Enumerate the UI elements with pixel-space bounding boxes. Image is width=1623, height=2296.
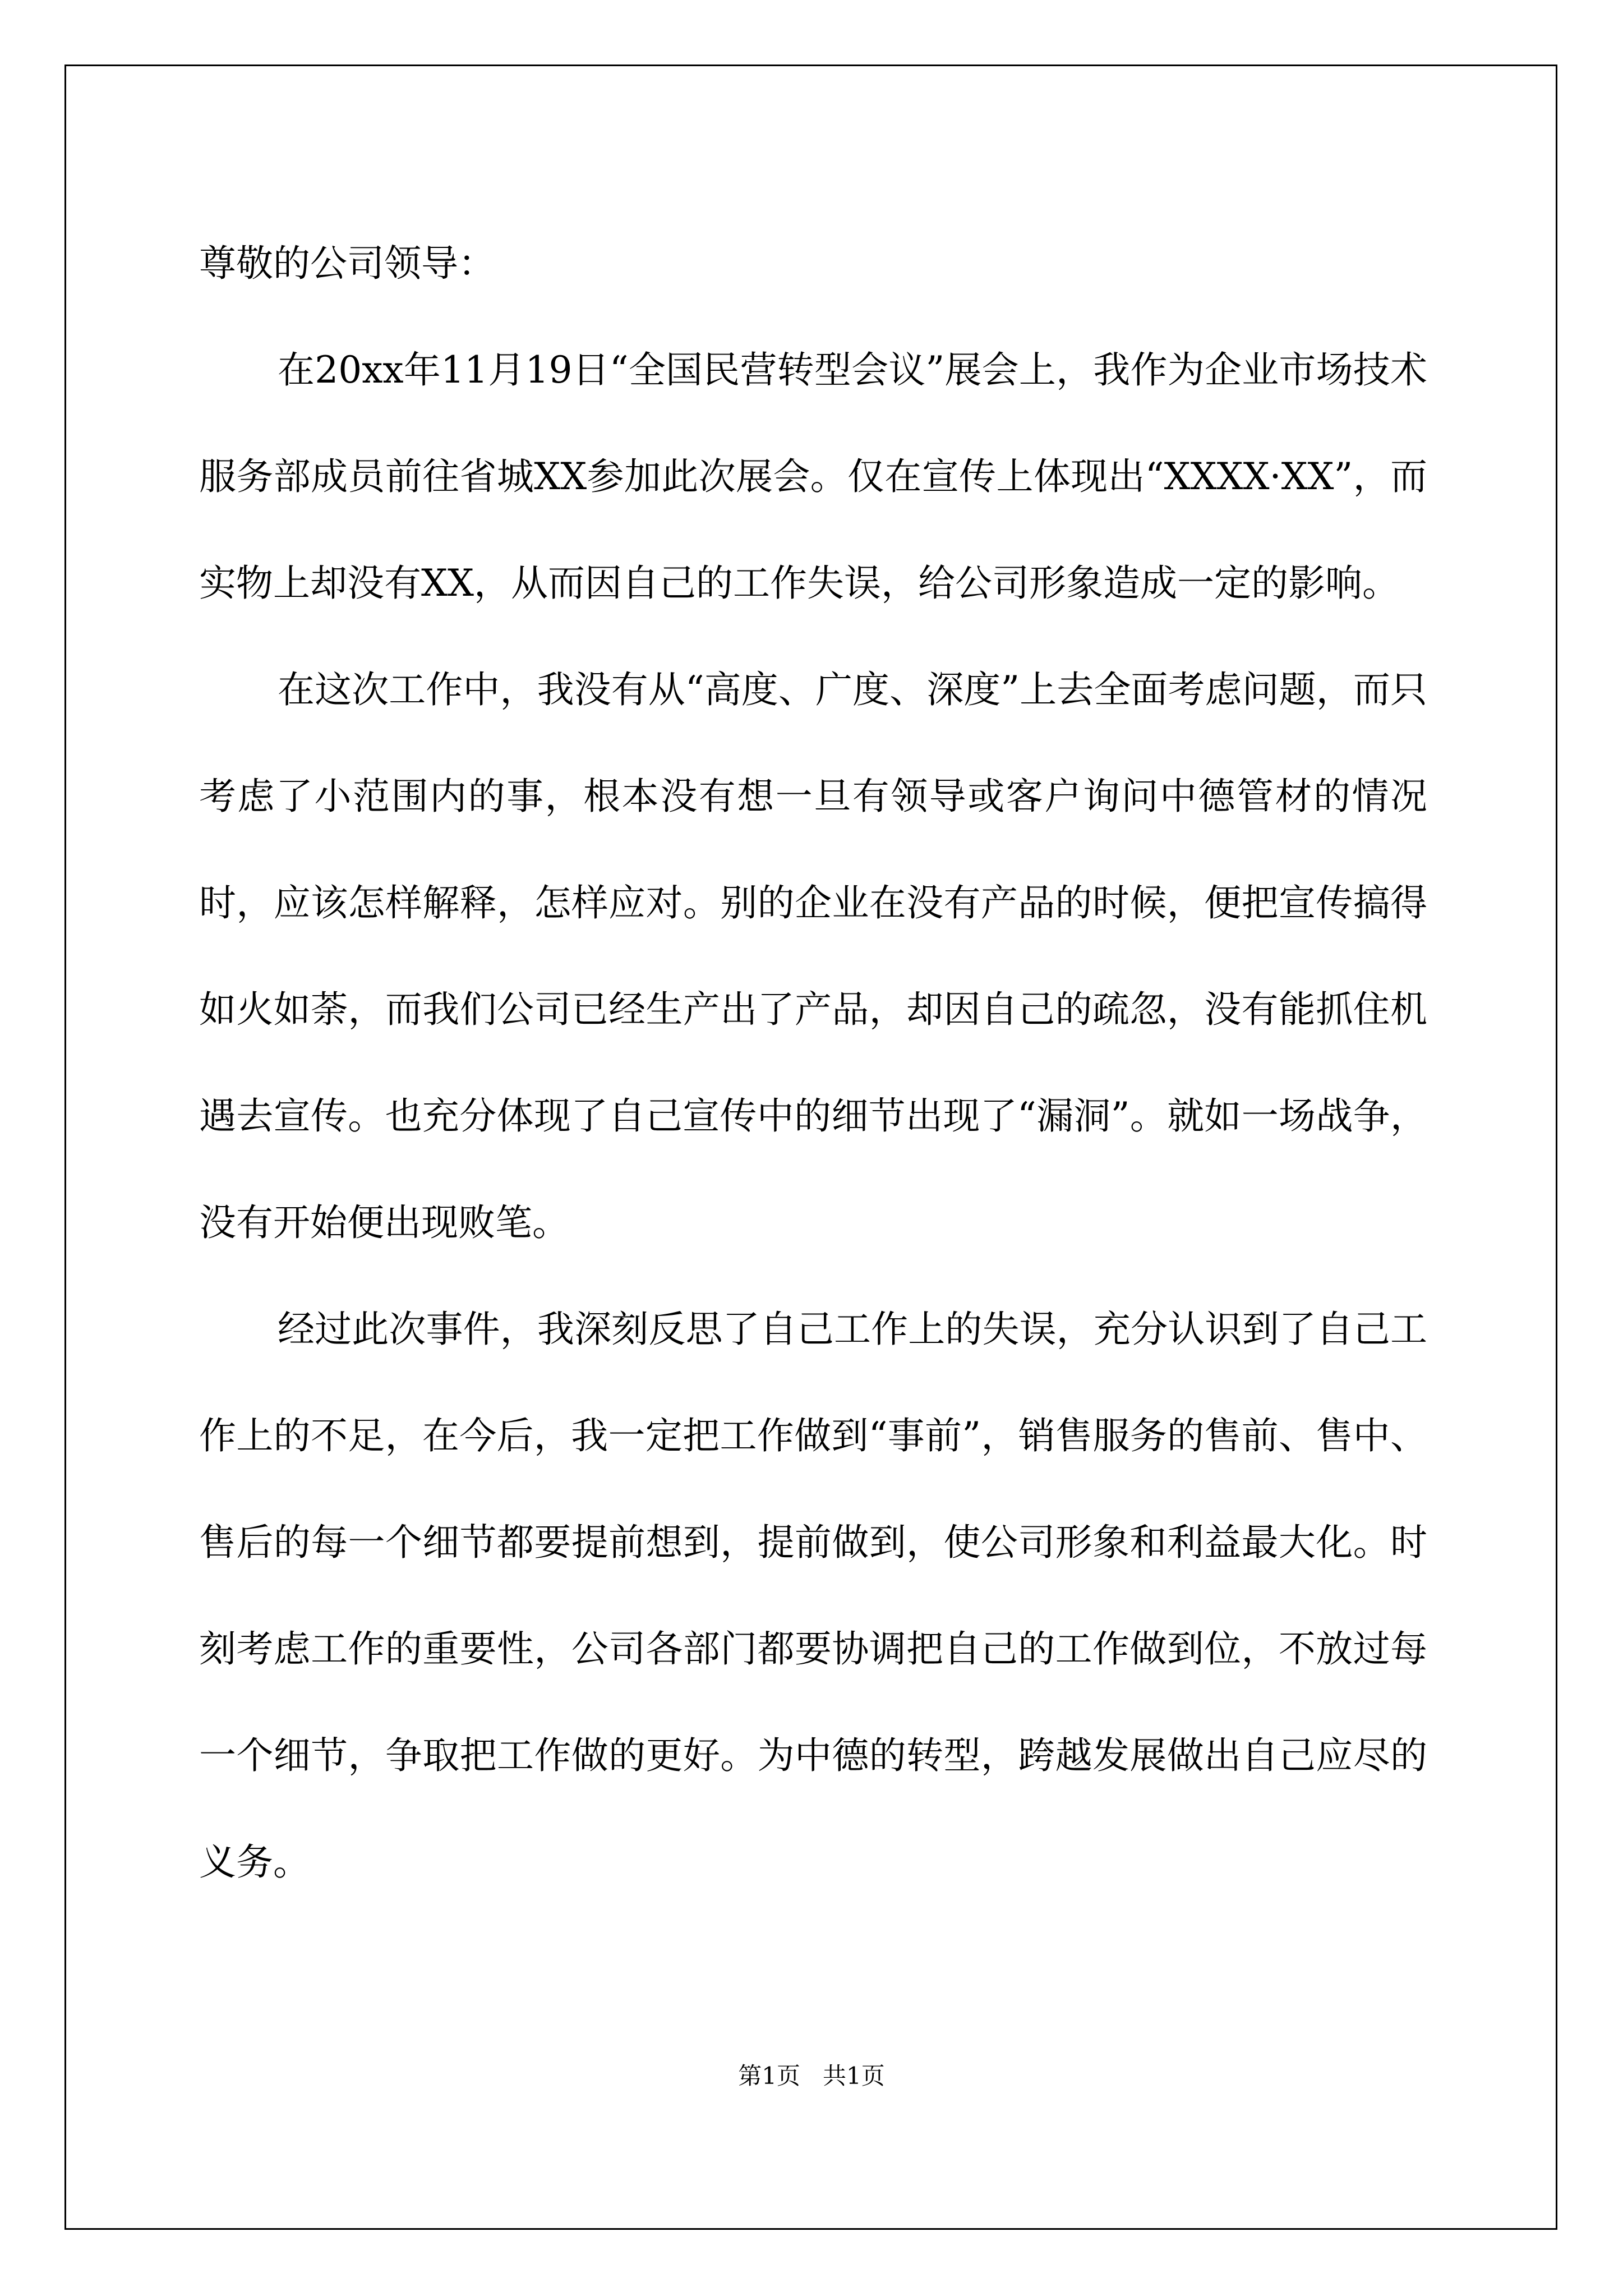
paragraph-3: 经过此次事件，我深刻反思了自己工作上的失误，充分认识到了自己工作上的不足，在今后，我一定把工作做到“事前”，销售服务的售前、售中、售后的每一个细节都要提前想到，提前做到，使公司形象和利益最大化。时刻考虑工作的重要性，公司各部门都要协调把自己的工作做到位，不放过每一个细节，争取把工作做的更好。为中德的转型，跨越发展做出自己应尽的义务。 <box>199 1308 1427 1884</box>
salutation: 尊敬的公司领导： <box>199 242 495 285</box>
paragraph-1: 在20xx年11月19日“全国民营转型会议”展会上，我作为企业市场技术服务部成员前往省城XX参加此次展会。仅在宣传上体现出“XXXX·XX”，而实物上却没有XX，从而因自己的工作失误，给公司形象造成一定的影响。 <box>199 348 1427 605</box>
paragraph-2: 在这次工作中，我没有从“高度、广度、深度”上去全面考虑问题，而只考虑了小范围内的事，根本没有想一旦有领导或客户询问中德管材的情况时，应该怎样解释，怎样应对。别的企业在没有产品的时候，便把宣传搞得如火如荼，而我们公司已经生产出了产品，却因自己的疏忽，没有能抓住机遇去宣传。也充分体现了自己宣传中的细节出现了“漏洞”。就如一场战争，没有开始便出现败笔。 <box>199 668 1427 1244</box>
page-number-footer: 第1页 共1页 <box>738 2062 885 2090</box>
document-body <box>199 210 1427 1916</box>
